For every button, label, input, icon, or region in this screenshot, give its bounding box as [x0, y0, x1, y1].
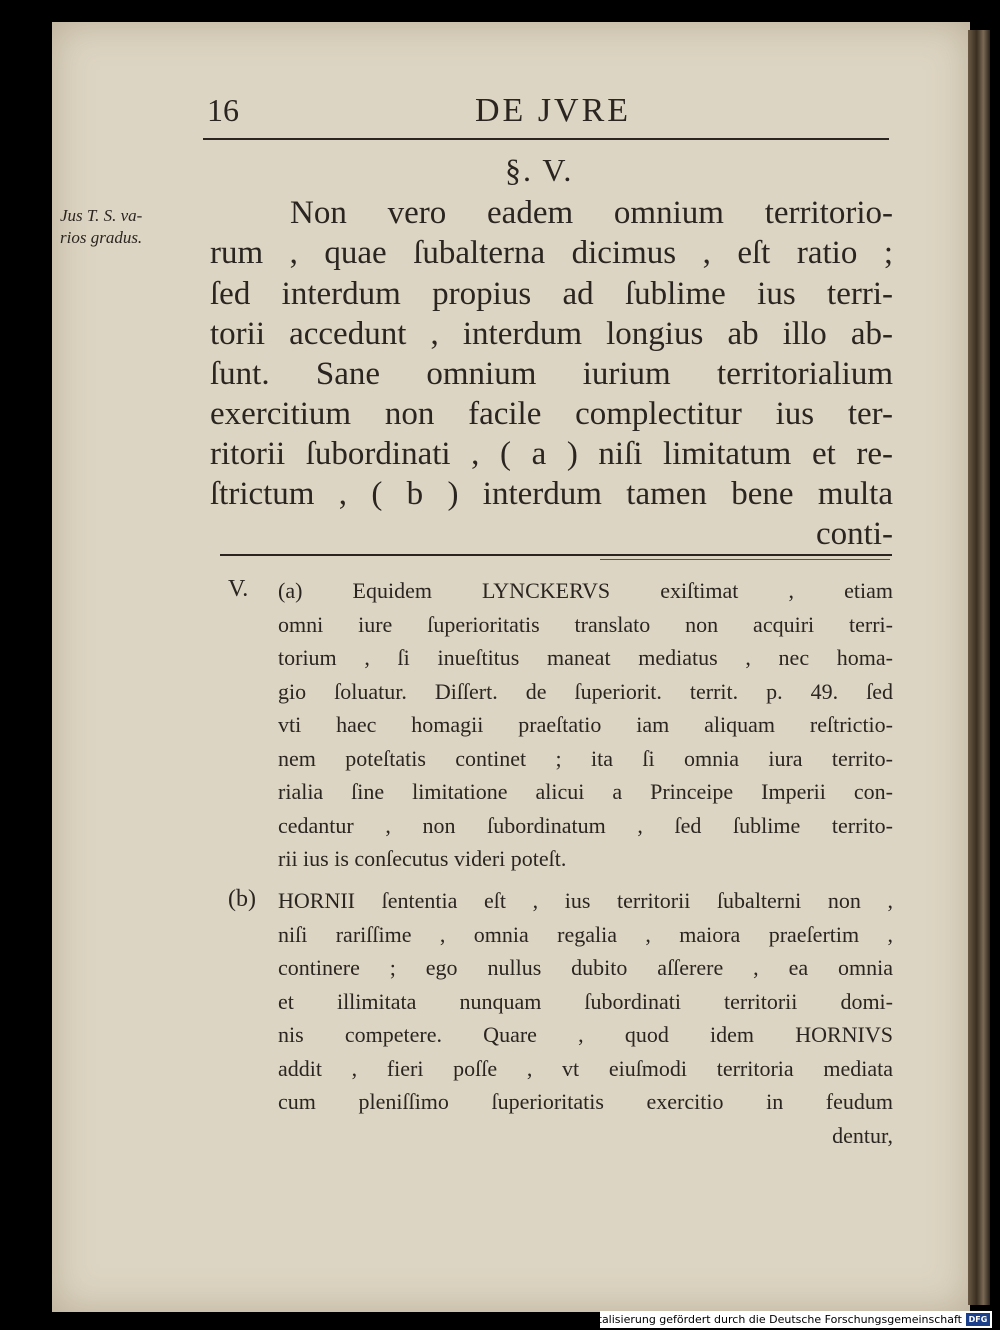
body-line: ritorii ſubordinati , ( a ) niſi limitatum et re- [210, 436, 893, 472]
note-line: niſi rariſſime , omnia regalia , maiora praeſertim , [278, 922, 893, 947]
note-line: nis competere. Quare , quod idem HORNIVS [278, 1022, 893, 1047]
note-line: cum pleniſſimo ſuperioritatis exercitio in feudum [278, 1089, 893, 1114]
page-number: 16 [207, 92, 239, 128]
note-line: rii ius is conſecutus videri poteſt. [278, 846, 567, 871]
margin-note-line-1: Jus T. S. va- [60, 206, 143, 225]
body-line: ſed interdum propius ad ſublime ius terri- [210, 276, 893, 312]
note-label-v: V. [228, 576, 249, 602]
note-line: gio ſoluatur. Diſſert. de ſuperiorit. territ. p. 49. ſed [278, 679, 893, 704]
footer-bar [576, 1311, 992, 1328]
margin-note [60, 205, 142, 249]
body-line: torii accedunt , interdum longius ab illo ab- [210, 316, 893, 352]
footnote-rule-thin [600, 559, 890, 560]
note-line: omni iure ſuperioritatis translato non acquiri terri- [278, 612, 893, 637]
body-line: exercitium non facile complectitur ius ter- [210, 396, 893, 432]
footer-credit: Digitalisierung gefördert durch die Deutsche Forschungsgemeinschaft [576, 1313, 962, 1326]
running-head: DE JVRE [475, 92, 632, 129]
note-line: vti haec homagii praeſtatio iam aliquam reſtrictio- [278, 712, 893, 737]
section-number: §. V. [505, 152, 574, 188]
header-rule [203, 138, 889, 140]
dfg-logo: DFG [966, 1313, 990, 1326]
margin-note-line-2: rios gradus. [60, 228, 143, 247]
note-line: addit , fieri poſſe , vt eiuſmodi territoria mediata [278, 1056, 893, 1081]
note-label-b: (b) [228, 886, 256, 912]
body-line: rum , quae ſubalterna dicimus , eſt ratio ; [210, 235, 893, 271]
page-edge [968, 30, 990, 1305]
note-line: cedantur , non ſubordinatum , ſed ſublime territo- [278, 813, 893, 838]
body-line: ſunt. Sane omnium iurium territorialium [210, 356, 893, 392]
body-line: Non vero eadem omnium territorio- [290, 195, 893, 231]
note-line: HORNII ſententia eſt , ius territorii ſubalterni non , [278, 888, 893, 913]
note-line: torium , ſi inueſtitus maneat mediatus , nec homa- [278, 645, 893, 670]
footnote-rule [220, 554, 892, 556]
note-line: et illimitata nunquam ſubordinati territorii domi- [278, 989, 893, 1014]
note-line: (a) Equidem LYNCKERVS exiſtimat , etiam [278, 578, 893, 603]
catchword: conti- [816, 516, 893, 552]
catchword: dentur, [832, 1123, 893, 1148]
note-line: continere ; ego nullus dubito aſſerere , ea omnia [278, 955, 893, 980]
note-line: nem poteſtatis continet ; ita ſi omnia iura territo- [278, 746, 893, 771]
note-line: rialia ſine limitatione alicui a Princeipe Imperii con- [278, 779, 893, 804]
body-line: ſtrictum , ( b ) interdum tamen bene multa [210, 476, 893, 512]
